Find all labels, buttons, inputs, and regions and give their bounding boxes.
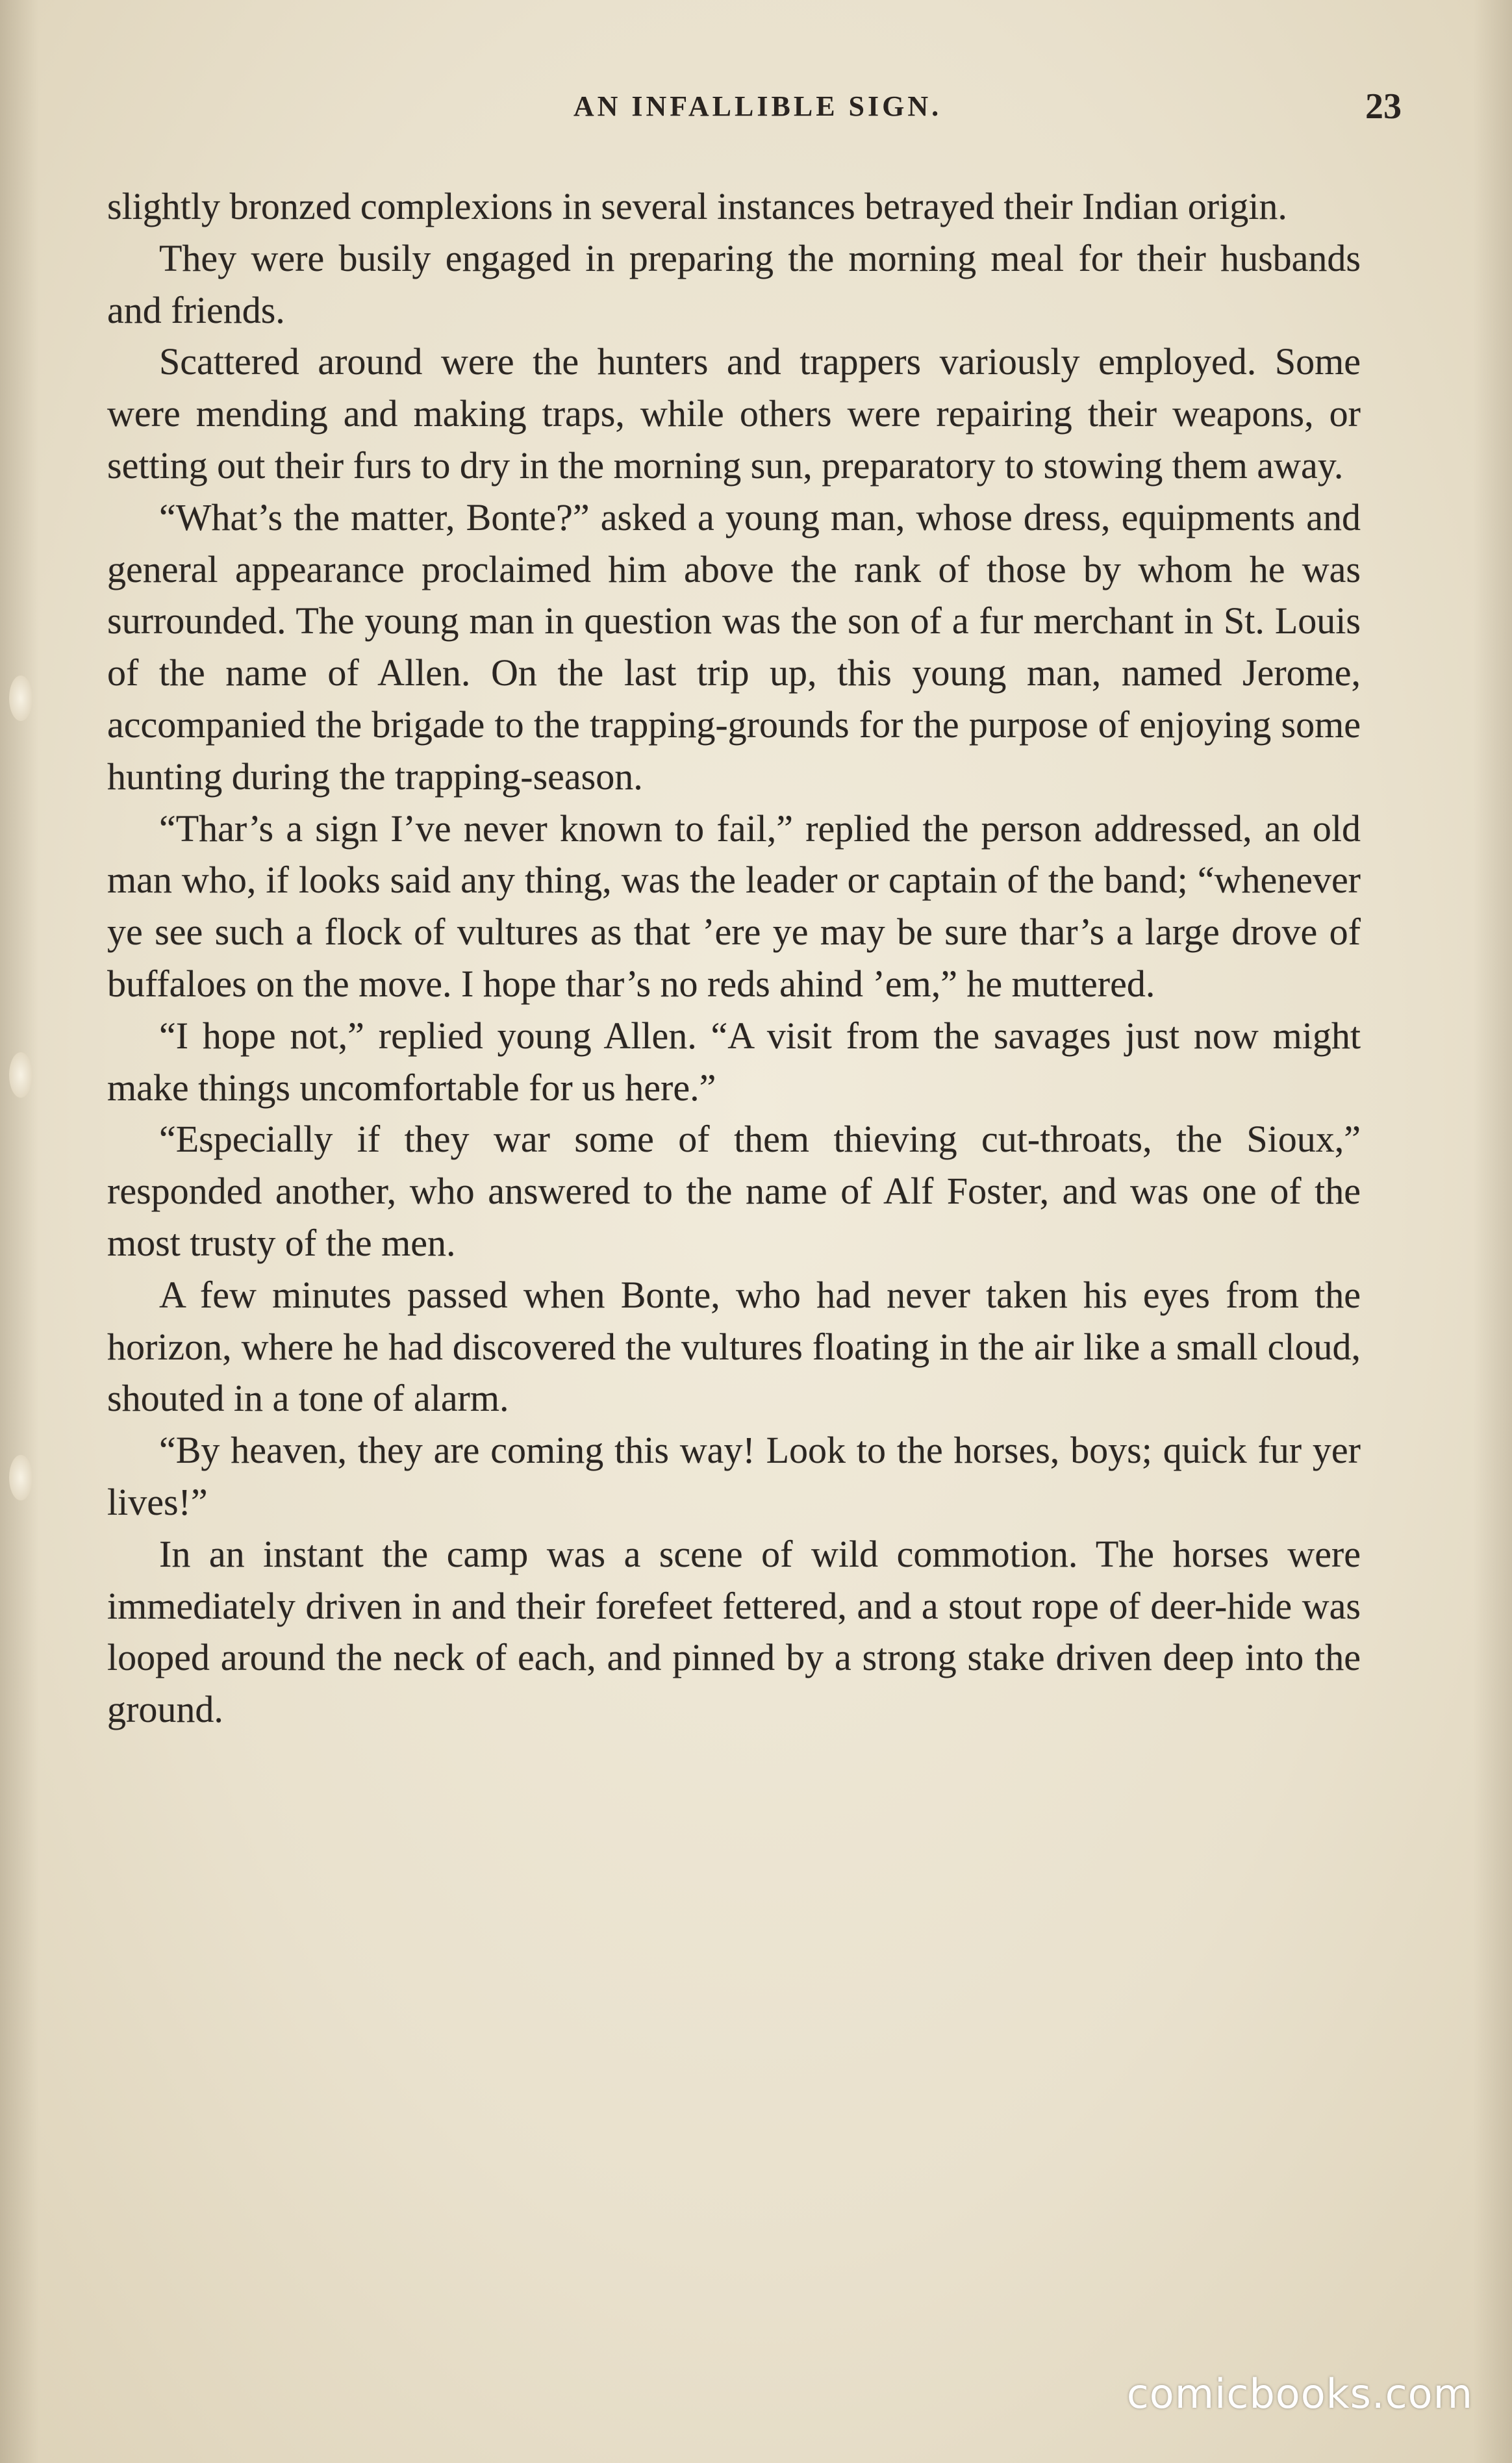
binding-hole — [9, 676, 32, 721]
body-text — [107, 181, 1361, 1736]
page-number: 23 — [1365, 86, 1402, 127]
source-watermark: comicbooks.com — [1126, 2370, 1473, 2418]
binding-hole — [9, 1052, 32, 1098]
left-page-edge — [0, 0, 39, 2463]
right-page-edge — [1473, 0, 1512, 2463]
running-head: AN INFALLIBLE SIGN. — [573, 90, 942, 122]
paragraph: A few minutes passed when Bonte, who had never taken his eyes from the horizon, where he had discovered the vultures floating in the air like a small cloud, shouted in a tone of alarm. — [107, 1273, 1361, 1420]
paragraph: slightly bronzed complexions in several instances betrayed their Indian origin. — [107, 185, 1287, 227]
binding-hole — [9, 1455, 32, 1500]
paragraph: “Thar’s a sign I’ve never known to fail,” replied the person addressed, an old man who, if looks said any thing, was the leader or captain of the band; “whenever ye see such a flock of vultures as that ’ere ye may be sure thar’s a large drove of buffaloes on the move. I hope thar’s no reds ahind ’em,” he muttered. — [107, 807, 1361, 1005]
page-header — [114, 86, 1402, 142]
paragraph: “What’s the matter, Bonte?” asked a young man, whose dress, equipments and general appearance proclaimed him above the rank of those by whom he was surrounded. The young man in question was the son of a fur merchant in St. Louis of the name of Allen. On the last trip up, this young man, named Jerome, accompanied the brigade to the trapping-grounds for the purpose of enjoying some hunting during the trapping-season. — [107, 496, 1361, 798]
paragraph: Scattered around were the hunters and trappers variously employed. Some were mending and making traps, while others were repairing their weapons, or setting out their furs to dry in the morning sun, preparatory to stowing them away. — [107, 340, 1361, 486]
paragraph: “I hope not,” replied young Allen. “A visit from the savages just now might make things uncomfortable for us here.” — [107, 1014, 1361, 1109]
paragraph: In an instant the camp was a scene of wild commotion. The horses were immediately driven in and their forefeet fettered, and a stout rope of deer-hide was looped around the neck of each, and pinned by a strong stake driven deep into the ground. — [107, 1532, 1361, 1731]
paragraph: They were busily engaged in preparing the morning meal for their husbands and friends. — [107, 236, 1361, 331]
paragraph: “By heaven, they are coming this way! Look to the horses, boys; quick fur yer lives!” — [107, 1429, 1361, 1523]
paragraph: “Especially if they war some of them thieving cut-throats, the Sioux,” responded another, who answered to the name of Alf Foster, and was one of the most trusty of the men. — [107, 1118, 1361, 1264]
